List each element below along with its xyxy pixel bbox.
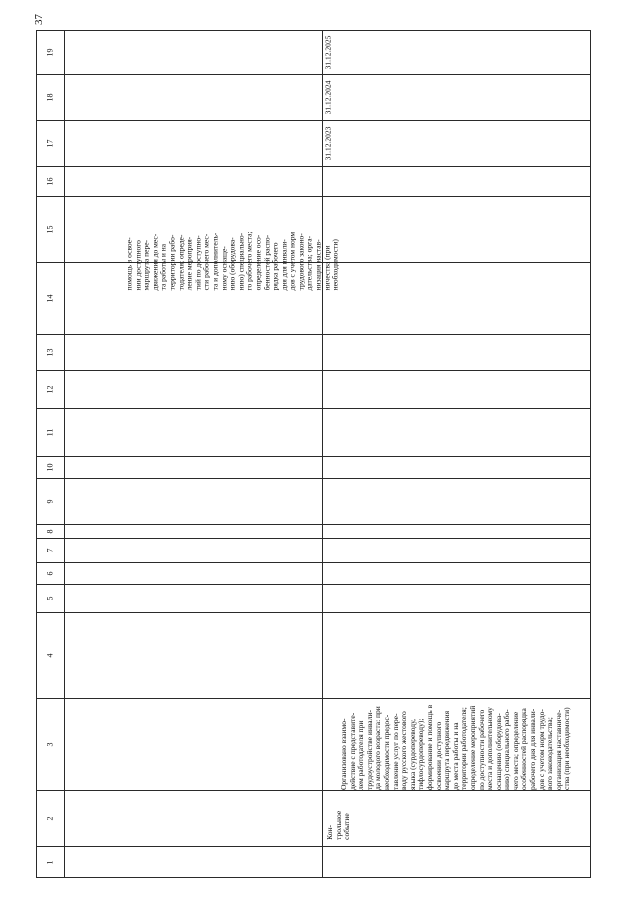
column-number: 10: [45, 463, 55, 471]
measure-description: Организовано взаимо- действие с представите- лем работодателя при трудоустройстве инвали- да молодого возраста: при необходимости предос- тавление услуг по пере- воду русского жестового языка (сурдопереводу, тифлосурдопереводу); формирование и помощь в освоении доступного маршрута передвижения до места работы и на территории работодателя; определение мероприятий по доступности рабочего места и дополнительному оснащению (оборудова- нию) специального рабо- чего места; определение особенностей распорядка рабочего дня для инвали- дов с учетом норм трудо- вого законодательства; организация наставниче- ства (при необходимости): [338, 704, 572, 790]
col-line: [36, 538, 591, 539]
upper-col15-cell: [124, 196, 340, 318]
page-number: 37: [33, 14, 45, 25]
col-line: [36, 120, 591, 121]
col-line: [36, 478, 591, 479]
date-2023: 31.12.2023: [323, 126, 333, 160]
col-line: [36, 334, 591, 335]
col-line: [36, 790, 591, 791]
upper-col15-text: помощь в освое- нии доступного маршрута пере- движения до мес- та работы и на территории рабо- тодателя; опреде- ление мероприя- тий по доступно- сти рабочего мес- та и дополнитель- ному оснаще- нию (оборудова- нию) специально- го рабочего места; определение осо- бенностей распо- рядка рабочего дня для инвали- дов с учетом норм трудового законо- дательства; орга- низация настав- ничества (при необходимости): [124, 231, 340, 290]
col-line: [36, 846, 591, 847]
column-number: 18: [45, 93, 55, 101]
col-line: [36, 408, 591, 409]
column-number: 6: [45, 571, 55, 575]
column-number: 7: [45, 548, 55, 552]
col-line: [36, 612, 591, 613]
column-number: 1: [45, 860, 55, 864]
column-number: 15: [45, 225, 55, 233]
col-line: [36, 196, 591, 197]
date-2024: 31.12.2024: [323, 80, 333, 114]
column-number: 13: [45, 348, 55, 356]
control-event-cell: [322, 800, 356, 846]
col-line: [36, 456, 591, 457]
table-border-top: [36, 30, 591, 31]
col-line: [36, 166, 591, 167]
column-number: 16: [45, 177, 55, 185]
col-line: [36, 524, 591, 525]
column-number: 2: [45, 816, 55, 820]
column-number: 12: [45, 385, 55, 393]
col-line: [36, 584, 591, 585]
col-line: [36, 562, 591, 563]
date-2025: 31.12.2025: [323, 35, 333, 69]
header-divider: [64, 30, 65, 878]
column-number: 3: [45, 742, 55, 746]
col-line: [36, 370, 591, 371]
table-border-bottom: [36, 877, 591, 878]
column-number: 17: [45, 139, 55, 147]
column-number: 19: [45, 48, 55, 56]
measure-description-cell: [322, 698, 590, 790]
column-number: 11: [45, 428, 55, 436]
col-line: [36, 74, 591, 75]
control-event-label: Кон- трольное событие: [325, 810, 352, 840]
column-number: 8: [45, 529, 55, 533]
column-number: 14: [45, 294, 55, 302]
column-number: 9: [45, 499, 55, 503]
column-number: 4: [45, 653, 55, 657]
column-number: 5: [45, 596, 55, 600]
table-border-right: [590, 30, 591, 878]
